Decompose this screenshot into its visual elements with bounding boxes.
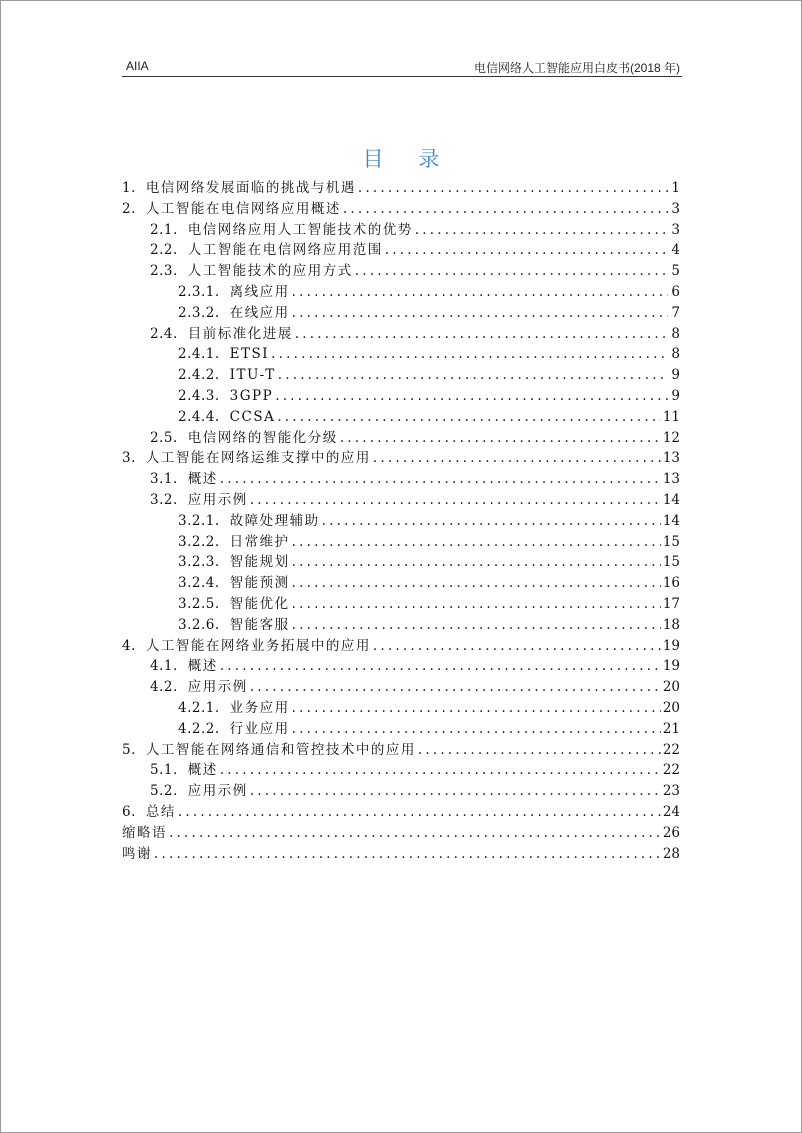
toc-entry[interactable] xyxy=(122,344,680,365)
header-org: AIIA xyxy=(126,59,149,73)
toc-entry-label: 在线应用 xyxy=(229,304,290,321)
toc-entry-label: 人工智能在电信网络应用范围 xyxy=(187,242,383,259)
toc-entry-page: 9 xyxy=(671,387,680,404)
toc-title: 目 录 xyxy=(362,147,454,171)
toc-entry[interactable] xyxy=(122,261,680,282)
toc-entry[interactable] xyxy=(122,781,680,802)
toc-entry-page: 21 xyxy=(662,720,680,737)
toc-dot-leader xyxy=(385,240,668,261)
toc-entry-page: 18 xyxy=(662,616,680,633)
toc-entry-number: 3.2. xyxy=(150,491,178,508)
toc-entry-label: 鸣谢 xyxy=(122,845,152,862)
toc-entry[interactable] xyxy=(122,199,680,220)
toc-entry-label: 应用示例 xyxy=(187,679,248,696)
toc-entry[interactable] xyxy=(122,386,680,407)
toc-dot-leader xyxy=(292,532,661,553)
toc-entry-number: 3.2.3. xyxy=(178,554,220,571)
toc-entry-label: 智能规划 xyxy=(229,554,290,571)
toc-entry[interactable] xyxy=(122,532,680,553)
toc-entry-page: 14 xyxy=(662,512,680,529)
toc-entry[interactable] xyxy=(122,594,680,615)
toc-entry-number: 1. xyxy=(122,180,136,196)
toc-entry-page: 6 xyxy=(671,283,680,300)
toc-entry-number: 3.2.4. xyxy=(178,575,220,592)
toc-entry-number: 3.2.2. xyxy=(178,533,220,550)
toc-entry-page: 24 xyxy=(662,803,680,820)
toc-entry[interactable] xyxy=(122,573,680,594)
toc-dot-leader xyxy=(220,656,661,677)
toc-entry-label: 故障处理辅助 xyxy=(229,512,320,529)
toc-entry-page: 9 xyxy=(671,367,680,384)
toc-entry-number: 3.2.1. xyxy=(178,512,220,529)
toc-entry-label: 离线应用 xyxy=(229,283,290,300)
toc-entry-label: 3GPP xyxy=(229,387,274,404)
toc-dot-leader xyxy=(358,178,668,199)
toc-entry-page: 20 xyxy=(662,699,680,716)
toc-dot-leader xyxy=(292,615,661,636)
toc-entry-number: 2.3. xyxy=(150,263,178,280)
toc-dot-leader xyxy=(292,698,661,719)
toc-entry-page: 3 xyxy=(671,221,680,238)
toc-entry-number: 4.2. xyxy=(150,679,178,696)
toc-entry-number: 3.1. xyxy=(150,471,178,488)
toc-entry-page: 16 xyxy=(662,575,680,592)
toc-entry-page: 22 xyxy=(662,762,680,779)
toc-entry-page: 13 xyxy=(662,450,680,467)
toc-entry-label: 电信网络发展面临的挑战与机遇 xyxy=(145,180,356,196)
toc-entry-page: 8 xyxy=(671,325,680,342)
toc-entry-page: 23 xyxy=(662,783,680,800)
toc-entry-label: 应用示例 xyxy=(187,783,248,800)
toc-entry[interactable] xyxy=(122,760,680,781)
toc-entry-number: 4.1. xyxy=(150,658,178,675)
toc-entry[interactable] xyxy=(122,324,680,345)
toc-dot-leader xyxy=(295,324,668,345)
toc-dot-leader xyxy=(278,365,668,386)
toc-entry-label: ETSI xyxy=(229,346,270,363)
toc-entry-number: 4.2.2. xyxy=(178,720,220,737)
toc-entry[interactable] xyxy=(122,844,680,865)
toc-dot-leader xyxy=(271,344,668,365)
toc-entry-number: 5.2. xyxy=(150,783,178,800)
toc-entry-number: 2.2. xyxy=(150,242,178,259)
toc-entry-page: 14 xyxy=(662,491,680,508)
toc-entry-number: 6. xyxy=(122,803,136,820)
toc-dot-leader xyxy=(292,573,661,594)
toc-entry[interactable] xyxy=(122,303,680,324)
page-header xyxy=(122,58,682,76)
toc-dot-leader xyxy=(292,303,668,324)
toc-entry-label: 人工智能在网络通信和管控技术中的应用 xyxy=(145,741,416,758)
toc-entry-label: 智能客服 xyxy=(229,616,290,633)
toc-entry-page: 12 xyxy=(662,429,680,446)
toc-entry-label: 智能优化 xyxy=(229,595,290,612)
toc-dot-leader xyxy=(373,636,661,657)
toc-dot-leader xyxy=(178,802,661,823)
toc-dot-leader xyxy=(169,823,661,844)
toc-dot-leader xyxy=(277,407,661,428)
toc-entry-label: 智能预测 xyxy=(229,575,290,592)
table-of-contents xyxy=(122,178,680,864)
toc-entry-label: 人工智能技术的应用方式 xyxy=(187,263,353,280)
toc-entry-label: 业务应用 xyxy=(229,699,290,716)
toc-entry[interactable] xyxy=(122,823,680,844)
toc-dot-leader xyxy=(292,552,661,573)
toc-dot-leader xyxy=(292,282,668,303)
toc-entry-number: 2.4.3. xyxy=(178,387,220,404)
toc-entry-label: ITU-T xyxy=(229,367,276,384)
toc-dot-leader xyxy=(250,677,661,698)
toc-entry-label: 人工智能在网络业务拓展中的应用 xyxy=(145,637,371,654)
toc-dot-leader xyxy=(415,220,668,241)
toc-entry[interactable] xyxy=(122,220,680,241)
toc-entry-page: 7 xyxy=(671,304,680,321)
toc-entry[interactable] xyxy=(122,469,680,490)
toc-entry-page: 11 xyxy=(662,408,680,425)
toc-entry[interactable] xyxy=(122,240,680,261)
toc-entry-label: 概述 xyxy=(187,762,218,779)
toc-entry[interactable] xyxy=(122,802,680,823)
toc-entry-number: 4. xyxy=(122,637,136,654)
toc-entry-page: 28 xyxy=(662,845,680,862)
toc-entry-label: 行业应用 xyxy=(229,720,290,737)
toc-entry-page: 15 xyxy=(662,533,680,550)
toc-entry[interactable] xyxy=(122,615,680,636)
header-divider xyxy=(122,76,682,77)
toc-entry-number: 2.4.2. xyxy=(178,367,220,384)
toc-entry-label: 总结 xyxy=(145,803,176,820)
toc-entry-page: 5 xyxy=(671,263,680,280)
toc-entry-number: 2.3.2. xyxy=(178,304,220,321)
toc-entry[interactable] xyxy=(122,740,680,761)
toc-entry-number: 4.2.1. xyxy=(178,699,220,716)
toc-dot-leader xyxy=(292,719,661,740)
toc-entry-label: 电信网络应用人工智能技术的优势 xyxy=(187,221,413,238)
toc-entry[interactable] xyxy=(122,552,680,573)
toc-entry-number: 3.2.5. xyxy=(178,595,220,612)
toc-dot-leader xyxy=(275,386,668,407)
toc-entry-label: 概述 xyxy=(187,471,218,488)
toc-entry-label: 电信网络的智能化分级 xyxy=(187,429,338,446)
toc-entry-page: 3 xyxy=(671,200,680,217)
toc-entry-label: 应用示例 xyxy=(187,491,248,508)
toc-entry[interactable] xyxy=(122,407,680,428)
toc-entry-number: 2.5. xyxy=(150,429,178,446)
toc-entry-number: 2.1. xyxy=(150,221,178,238)
toc-entry[interactable] xyxy=(122,282,680,303)
header-doc-title: 电信网络人工智能应用白皮书(2018 年) xyxy=(473,61,680,75)
toc-dot-leader xyxy=(418,740,661,761)
toc-entry[interactable] xyxy=(122,636,680,657)
toc-entry-page: 26 xyxy=(662,824,680,841)
toc-entry-number: 5. xyxy=(122,741,136,758)
toc-dot-leader xyxy=(220,469,661,490)
toc-entry-page: 19 xyxy=(662,637,680,654)
toc-entry[interactable] xyxy=(122,698,680,719)
toc-entry[interactable] xyxy=(122,656,680,677)
toc-entry[interactable] xyxy=(122,365,680,386)
toc-entry-number: 2.4.1. xyxy=(178,346,220,363)
toc-entry[interactable] xyxy=(122,178,680,199)
toc-dot-leader xyxy=(220,760,661,781)
toc-dot-leader xyxy=(340,428,661,449)
toc-entry-label: 人工智能在电信网络应用概述 xyxy=(145,200,341,217)
toc-entry-page: 22 xyxy=(662,741,680,758)
toc-entry-label: 目前标准化进展 xyxy=(187,325,293,342)
toc-entry-number: 2. xyxy=(122,200,136,217)
toc-entry-page: 17 xyxy=(662,595,680,612)
toc-dot-leader xyxy=(154,844,661,865)
toc-entry-page: 8 xyxy=(671,346,680,363)
toc-entry[interactable] xyxy=(122,677,680,698)
toc-entry-page: 13 xyxy=(662,471,680,488)
toc-entry[interactable] xyxy=(122,448,680,469)
toc-entry-page: 15 xyxy=(662,554,680,571)
toc-dot-leader xyxy=(373,448,661,469)
toc-entry[interactable] xyxy=(122,490,680,511)
toc-entry-label: 日常维护 xyxy=(229,533,290,550)
toc-entry-number: 2.4. xyxy=(150,325,178,342)
toc-entry-label: CCSA xyxy=(229,408,276,425)
toc-entry-number: 3. xyxy=(122,450,136,467)
toc-entry-label: 概述 xyxy=(187,658,218,675)
toc-entry[interactable] xyxy=(122,428,680,449)
toc-entry[interactable] xyxy=(122,511,680,532)
toc-entry[interactable] xyxy=(122,719,680,740)
toc-entry-page: 20 xyxy=(662,679,680,696)
toc-dot-leader xyxy=(343,199,668,220)
toc-entry-number: 5.1. xyxy=(150,762,178,779)
toc-dot-leader xyxy=(250,781,661,802)
toc-entry-page: 1 xyxy=(671,180,680,196)
toc-dot-leader xyxy=(322,511,661,532)
toc-entry-number: 2.3.1. xyxy=(178,283,220,300)
toc-entry-number: 2.4.4. xyxy=(178,408,220,425)
toc-entry-page: 4 xyxy=(671,242,680,259)
toc-entry-label: 人工智能在网络运维支撑中的应用 xyxy=(145,450,371,467)
toc-entry-page: 19 xyxy=(662,658,680,675)
toc-dot-leader xyxy=(292,594,661,615)
toc-entry-label: 缩略语 xyxy=(122,824,167,841)
toc-entry-number: 3.2.6. xyxy=(178,616,220,633)
toc-dot-leader xyxy=(250,490,661,511)
toc-dot-leader xyxy=(355,261,668,282)
